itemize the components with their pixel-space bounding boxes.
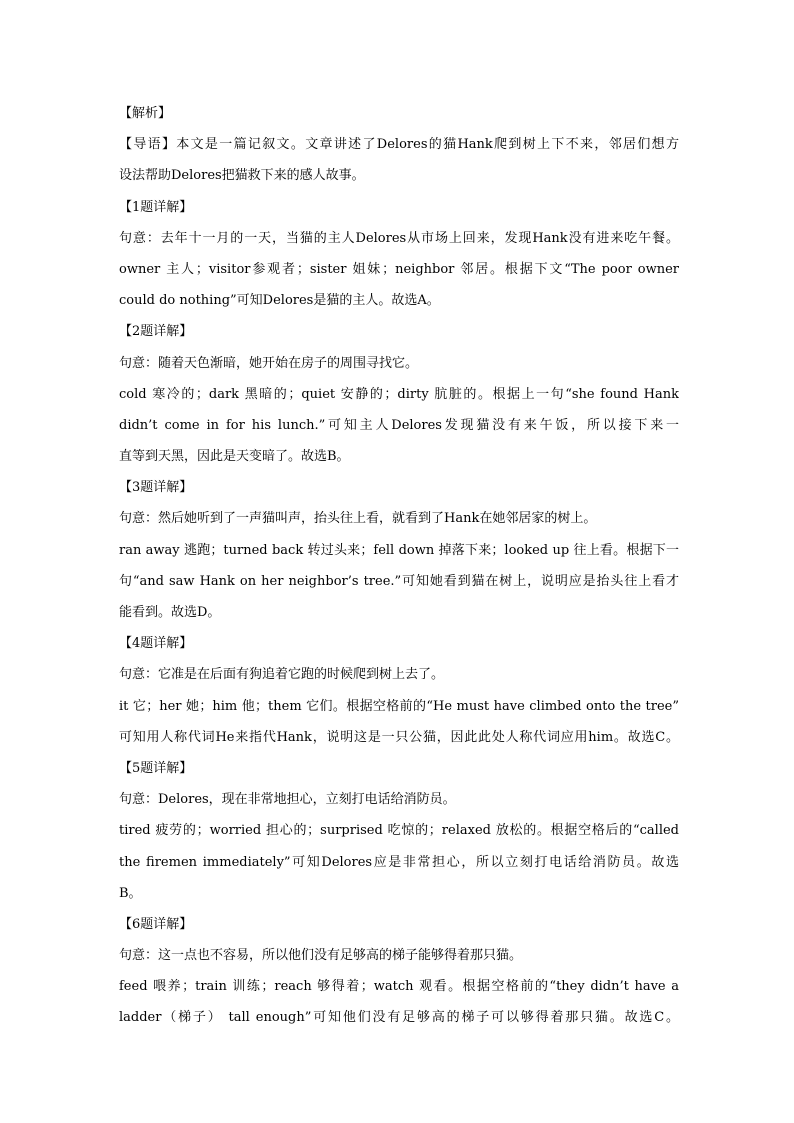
intro-paragraph xyxy=(119,129,679,191)
q4-line: 可知用人称代词He来指代Hank，说明这是一只公猫，因此此处人称代词应用him。故选C。 xyxy=(119,729,679,745)
q5-line: the firemen immediately”可知Delores应是非常担心，所以立刻打电话给消防员。故选 xyxy=(119,854,679,870)
q2-line: 句意：随着天色渐暗，她开始在房子的周围寻找它。 xyxy=(119,355,419,371)
q3-line: 句“and saw Hank on her neighbor’s tree.”可知她看到猫在树上，说明应是抬头往上看才 xyxy=(119,573,679,589)
q2-line: 直等到天黑，因此是天变暗了。故选B。 xyxy=(119,449,350,465)
q4-line: 句意：它准是在后面有狗追着它跑的时候爬到树上去了。 xyxy=(119,667,445,683)
q5-line: tired 疲劳的；worried 担心的；surprised 吃惊的；relaxed 放松的。根据空格后的“called xyxy=(119,823,679,839)
section-title: 【解析】 xyxy=(119,106,172,121)
q2-heading: 【2题详解】 xyxy=(119,324,193,340)
intro-line: 【导语】本文是一篇记叙文。文章讲述了Delores的猫Hank爬到树上下不来，邻居们想方 xyxy=(119,137,679,153)
q1-heading: 【1题详解】 xyxy=(119,199,193,215)
intro-line: 设法帮助Delores把猫救下来的感人故事。 xyxy=(119,168,365,184)
q4-heading: 【4题详解】 xyxy=(119,636,193,652)
q6-line: 句意：这一点也不容易，所以他们没有足够高的梯子能够得着那只猫。 xyxy=(119,948,523,964)
q6-line: feed 喂养；train 训练；reach 够得着；watch 观看。根据空格前的“they didn’t have a xyxy=(119,979,679,995)
q5-line: B。 xyxy=(119,885,142,901)
q4-line: it 它；her 她；him 他；them 它们。根据空格前的“He must have climbed onto the tree” xyxy=(119,698,679,714)
q3-line: ran away 逃跑；turned back 转过头来；fell down 掉落下来；looked up 往上看。根据下一 xyxy=(119,542,679,558)
q2-line: cold 寒冷的；dark 黑暗的；quiet 安静的；dirty 肮脏的。根据上一句“she found Hank xyxy=(119,386,679,402)
q3-line: 能看到。故选D。 xyxy=(119,605,221,620)
q3-heading: 【3题详解】 xyxy=(119,480,193,496)
q5-line: 句意：Delores，现在非常地担心，立刻打电话给消防员。 xyxy=(119,792,456,808)
q1-line: 句意：去年十一月的一天，当猫的主人Delores从市场上回来，发现Hank没有进来吃午餐。 xyxy=(119,230,679,246)
q3-line: 句意：然后她听到了一声猫叫声，抬头往上看，就看到了Hank在她邻居家的树上。 xyxy=(119,511,597,527)
q2-line: didn’t come in for his lunch.”可知主人Delores发现猫没有来午饭，所以接下来一 xyxy=(119,417,679,433)
q1-line: could do nothing”可知Delores是猫的主人。故选A。 xyxy=(119,293,440,309)
q6-line: ladder（梯子） tall enough”可知他们没有足够高的梯子可以够得着那只猫。故选C。 xyxy=(119,1010,679,1026)
q1-line: owner 主人；visitor参观者；sister 姐妹；neighbor 邻居。根据下文“The poor owner xyxy=(119,261,679,277)
analysis-section xyxy=(119,98,679,1034)
q6-heading: 【6题详解】 xyxy=(119,916,193,932)
q5-heading: 【5题详解】 xyxy=(119,760,193,776)
